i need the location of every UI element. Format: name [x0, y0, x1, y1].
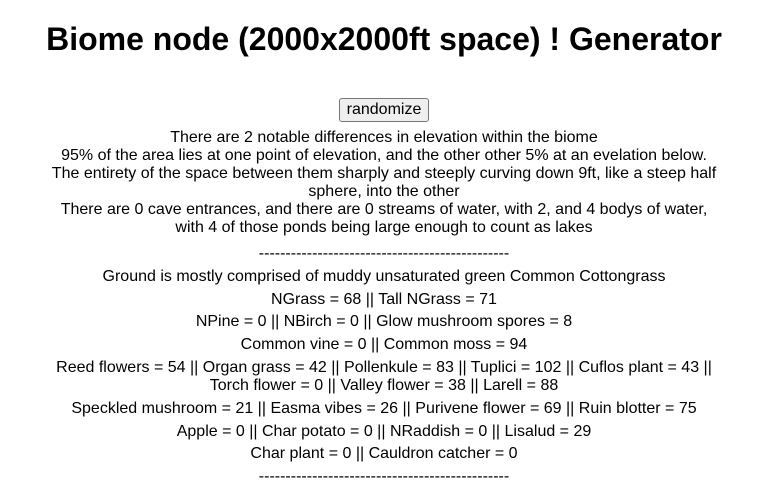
- vine-moss-counts: Common vine = 0 || Common moss = 94: [240, 336, 528, 354]
- plant-counts: Char plant = 0 || Cauldron catcher = 0: [250, 445, 518, 463]
- tree-counts: NPine = 0 || NBirch = 0 || Glow mushroom spores = 8: [195, 313, 573, 331]
- elevation-split: 95% of the area lies at one point of elevation, and the other other 5% at an evelation below.: [61, 147, 707, 164]
- randomize-button[interactable]: randomize: [339, 98, 430, 122]
- crop-counts: Apple = 0 || Char potato = 0 || NRaddish = 0 || Lisalud = 29: [176, 422, 592, 440]
- elevation-summary: There are 2 notable differences in elevation within the biome: [170, 129, 598, 146]
- grass-counts: NGrass = 68 || Tall NGrass = 71: [271, 290, 497, 308]
- flower-counts: Reed flowers = 54 || Organ grass = 42 || Pollenkule = 83 || Tuplici = 102 || Cuflos plant = 43 || Torch flower = 0 || Valley flower = 38 || Larell = 88: [56, 358, 712, 394]
- water-summary: There are 0 cave entrances, and there are 0 streams of water, with 2, and 4 bodys of water, with 4 of those ponds being large enough to count as lakes: [60, 201, 708, 236]
- divider-top: -----------------------------------------------: [258, 245, 510, 262]
- page-title: Biome node (2000x2000ft space) ! Generator: [46, 21, 722, 57]
- divider-bottom: -----------------------------------------------: [258, 468, 510, 480]
- button-row: [46, 98, 722, 124]
- mushroom-counts: Speckled mushroom = 21 || Easma vibes = 26 || Purivene flower = 69 || Ruin blotter = 75: [71, 399, 697, 417]
- ground-composition: Ground is mostly comprised of muddy unsaturated green Common Cottongrass: [102, 267, 666, 285]
- elevation-slope: The entirety of the space between them sharply and steeply curving down 9ft, like a steep half sphere, into the other: [51, 165, 717, 200]
- biome-description: [46, 129, 722, 237]
